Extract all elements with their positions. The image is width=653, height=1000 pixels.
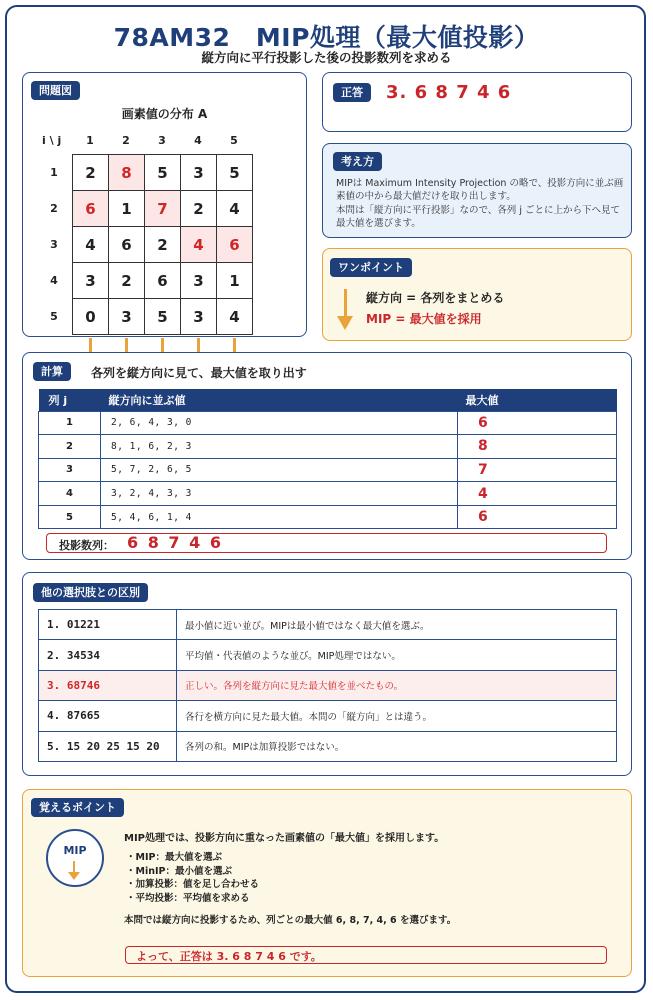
projection-box [46, 533, 607, 553]
column-connector [233, 338, 236, 352]
row-number: 3 [50, 238, 58, 251]
grid-cell: 4 [73, 227, 109, 263]
grid-cell: 5 [145, 155, 181, 191]
row-number: 1 [50, 166, 58, 179]
corner-label: i \ j [42, 134, 62, 147]
list-item: ・MinIP：最小値を選ぶ [126, 865, 232, 877]
grid-cell: 2 [145, 227, 181, 263]
cell-col: 5 [39, 505, 101, 529]
col-number: 3 [158, 134, 166, 147]
table-row-correct [39, 670, 617, 700]
option-note: 各行を横方向に見た最大値。本問の「縦方向」とは違う。 [177, 701, 617, 731]
grid-title: 画素値の分布 A [121, 107, 208, 121]
calc-heading: 各列を縦方向に見て、最大値を取り出す [91, 366, 307, 380]
cell-col: 4 [39, 482, 101, 506]
col-number: 2 [122, 134, 130, 147]
onepoint-line-2: MIP = 最大値を採用 [366, 312, 482, 326]
col-number: 1 [86, 134, 94, 147]
cell-max: 4 [458, 482, 617, 506]
cell-values: 5, 7, 2, 6, 5 [101, 458, 458, 482]
column-header: 最大値 [458, 389, 617, 411]
grid-row [73, 299, 253, 335]
options-table [38, 609, 617, 762]
table-row [39, 435, 617, 459]
option-note: 平均値・代表値のような並び。MIP処理ではない。 [177, 640, 617, 670]
approach-line: 本問は「縦方向に平行投影」なので、各列 j ごとに上から下へ見て最大値を選びます。 [336, 204, 620, 229]
calc-table-header [39, 389, 617, 411]
grid-cell: 2 [181, 191, 217, 227]
grid-cell: 3 [181, 263, 217, 299]
list-item: ・MIP：最大値を選ぶ [126, 852, 222, 863]
pixel-grid [72, 154, 253, 335]
option-note: 正しい。各列を縦方向に見た最大値を並べたもの。 [177, 670, 617, 700]
conclusion-box [125, 946, 607, 964]
column-header: 縦方向に並ぶ値 [101, 389, 458, 411]
grid-cell: 4 [217, 299, 253, 335]
calc-tag: 計算 [33, 362, 71, 381]
grid-cell: 4 [217, 191, 253, 227]
option-note: 最小値に近い並び。MIPは最小値ではなく最大値を選ぶ。 [177, 610, 617, 640]
down-arrow-icon [344, 289, 347, 317]
column-header: 列 j [39, 389, 101, 411]
grid-cell: 3 [109, 299, 145, 335]
list-item: ・加算投影：値を足し合わせる [126, 879, 260, 890]
cell-max: 7 [458, 458, 617, 482]
calc-table [38, 389, 617, 529]
onepoint-tag: ワンポイント [330, 258, 412, 277]
answer-tag: 正答 [333, 83, 371, 102]
col-number: 5 [230, 134, 238, 147]
remember-list [126, 851, 259, 905]
row-number: 4 [50, 274, 58, 287]
cell-max: 8 [458, 435, 617, 459]
row-number: 5 [50, 310, 58, 323]
column-connector [89, 338, 92, 352]
table-row [39, 610, 617, 640]
grid-cell: 2 [109, 263, 145, 299]
grid-row [73, 155, 253, 191]
remember-intro: MIP処理では、投影方向に重なった画素値の「最大値」を採用します。 [124, 833, 445, 844]
cell-col: 1 [39, 411, 101, 435]
grid-cell: 6 [145, 263, 181, 299]
column-connector [161, 338, 164, 352]
grid-row [73, 227, 253, 263]
table-row [39, 640, 617, 670]
grid-cell: 0 [73, 299, 109, 335]
problem-tag: 問題図 [31, 81, 80, 100]
table-row [39, 458, 617, 482]
approach-line: MIPは Maximum Intensity Projection の略で、投影方向に並ぶ画素値の中から最大値だけを取り出します。 [336, 178, 624, 203]
options-tag: 他の選択肢との区別 [33, 583, 148, 602]
onepoint-line-1: 縦方向 = 各列をまとめる [366, 291, 505, 305]
cell-col: 3 [39, 458, 101, 482]
option-choice: 2. 34534 [39, 640, 177, 670]
grid-row [73, 263, 253, 299]
down-arrow-icon [68, 872, 80, 880]
cell-values: 5, 4, 6, 1, 4 [101, 505, 458, 529]
option-choice: 5. 15 20 25 15 20 [39, 731, 177, 761]
cell-max: 6 [458, 411, 617, 435]
column-connector [125, 338, 128, 352]
grid-cell: 1 [217, 263, 253, 299]
grid-cell: 6 [109, 227, 145, 263]
grid-cell: 2 [73, 155, 109, 191]
cell-values: 2, 6, 4, 3, 0 [101, 411, 458, 435]
page-subtitle: 縦方向に平行投影した後の投影数列を求める [201, 50, 452, 65]
table-row [39, 411, 617, 435]
grid-cell: 5 [145, 299, 181, 335]
down-arrow-icon [337, 316, 353, 330]
cell-col: 2 [39, 435, 101, 459]
grid-cell-max: 4 [181, 227, 217, 263]
remember-note: 本問では縦方向に投影するため、列ごとの最大値 6, 8, 7, 4, 6 を選びます。 [124, 915, 457, 926]
grid-cell-max: 7 [145, 191, 181, 227]
cell-values: 8, 1, 6, 2, 3 [101, 435, 458, 459]
grid-cell: 1 [109, 191, 145, 227]
mip-icon [46, 829, 104, 887]
grid-cell-max: 6 [73, 191, 109, 227]
approach-text [336, 177, 626, 230]
grid-row [73, 191, 253, 227]
col-number: 4 [194, 134, 202, 147]
page-title: 78AM32 MIP処理（最大値投影） [113, 23, 540, 52]
list-item: ・平均投影：平均値を求める [126, 892, 250, 904]
projection-value: 6 8 7 4 6 [127, 533, 223, 552]
cell-max: 6 [458, 505, 617, 529]
cell-values: 3, 2, 4, 3, 3 [101, 482, 458, 506]
table-row [39, 731, 617, 761]
option-choice: 4. 87665 [39, 701, 177, 731]
grid-cell: 3 [181, 155, 217, 191]
table-row [39, 701, 617, 731]
grid-cell: 5 [217, 155, 253, 191]
option-note: 各列の和。MIPは加算投影ではない。 [177, 731, 617, 761]
conclusion-text: よって、正答は 3. 6 8 7 4 6 です。 [136, 950, 322, 963]
answer-value: 3. 6 8 7 4 6 [386, 82, 512, 103]
grid-cell: 3 [181, 299, 217, 335]
option-choice: 1. 01221 [39, 610, 177, 640]
remember-tag: 覚えるポイント [31, 798, 124, 817]
column-connector [197, 338, 200, 352]
mip-icon-label: MIP [63, 844, 87, 857]
approach-tag: 考え方 [333, 152, 382, 171]
table-row [39, 505, 617, 529]
grid-cell-max: 8 [109, 155, 145, 191]
option-choice: 3. 68746 [39, 670, 177, 700]
table-row [39, 482, 617, 506]
projection-label: 投影数列： [59, 539, 114, 552]
row-number: 2 [50, 202, 58, 215]
grid-cell-max: 6 [217, 227, 253, 263]
grid-cell: 3 [73, 263, 109, 299]
